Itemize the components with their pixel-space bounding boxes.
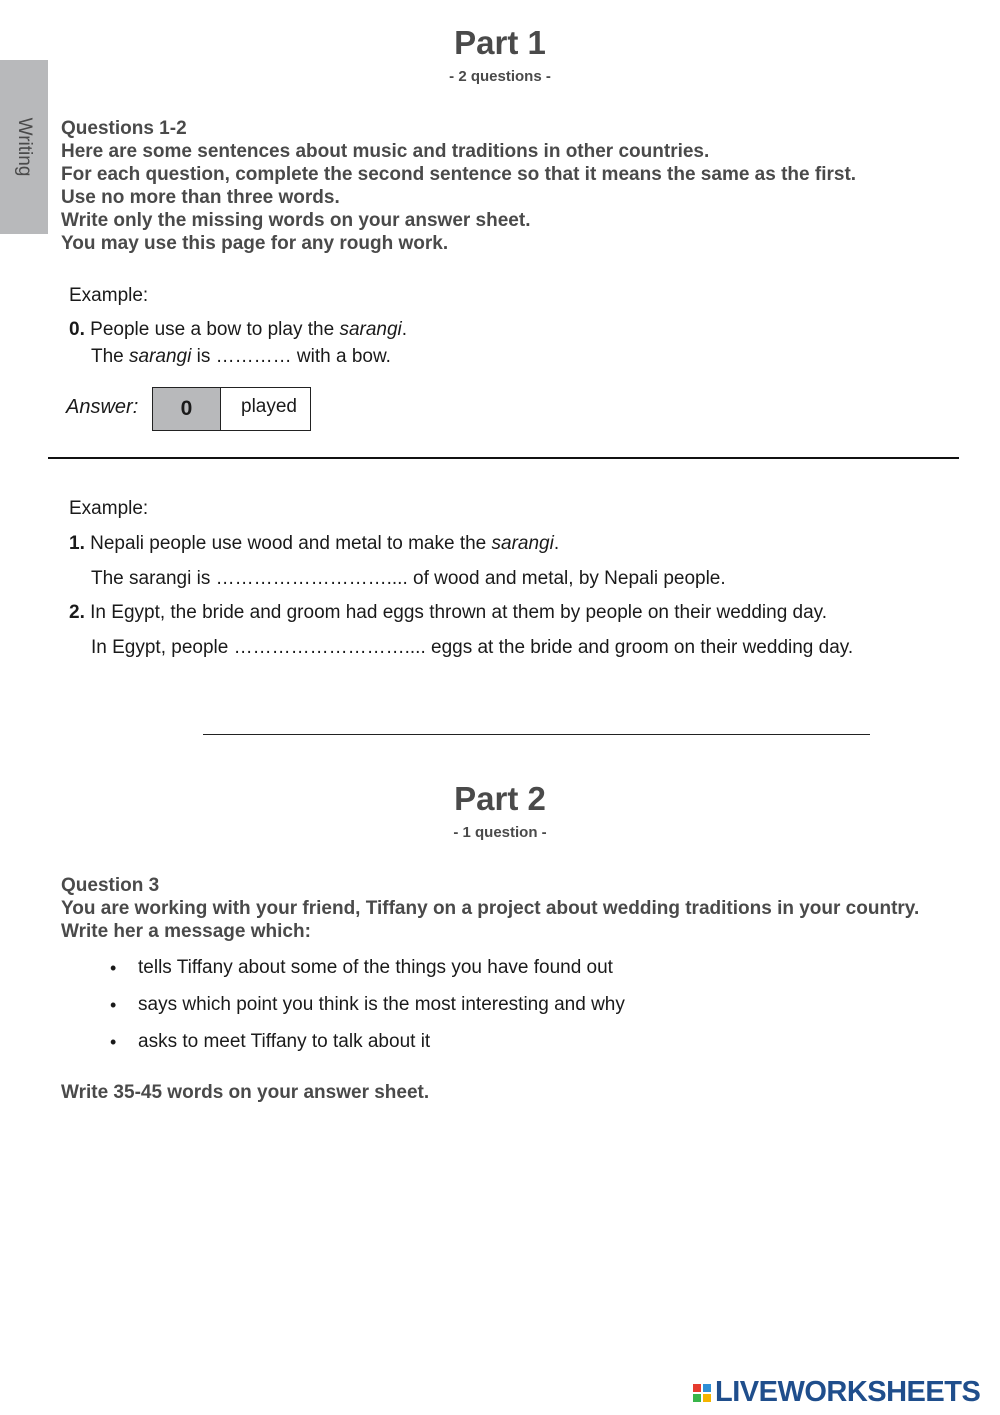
answer-word: played [241, 396, 297, 417]
question-1-sentence-b: The sarangi is ……………………….... of wood and metal, by Nepali people. [91, 568, 726, 589]
part1-instructions [61, 117, 961, 255]
part2-subtitle: - 1 question - [453, 824, 547, 841]
section-divider [48, 457, 959, 459]
logo-square [693, 1384, 701, 1392]
question-2-number: 2. [69, 602, 85, 623]
logo-icon [693, 1384, 711, 1402]
text-italic: sarangi [491, 533, 554, 554]
answer-box [152, 387, 311, 431]
task-bullet-list [110, 957, 625, 1068]
text: Nepali people use wood and metal to make the [90, 533, 492, 554]
liveworksheets-logo [693, 1376, 980, 1409]
question-2-sentence-a [69, 602, 827, 624]
example-label: Example: [69, 285, 149, 306]
logo-square [703, 1394, 711, 1402]
text: In Egypt, the bride and groom had eggs thrown at them by people on their wedding day. [90, 602, 828, 623]
instruction-line: Write only the missing words on your answer sheet. [61, 210, 531, 231]
instruction-line: Question 3 [61, 875, 160, 896]
answer-label: Answer: [66, 396, 139, 418]
text: The [91, 346, 130, 367]
text: People use a bow to play the [90, 319, 340, 340]
question-2-sentence-b: In Egypt, people ……………………….... eggs at the bride and groom on their wedding day. [91, 637, 854, 658]
part-divider [203, 734, 870, 735]
instruction-line: For each question, complete the second sentence so that it means the same as the first. [61, 164, 857, 185]
text: . [553, 533, 560, 554]
example-number: 0. [69, 319, 85, 340]
list-item: • tells Tiffany about some of the things you have found out [110, 957, 625, 994]
logo-square [703, 1384, 711, 1392]
instruction-line: Here are some sentences about music and traditions in other countries. [61, 141, 710, 162]
word-count-instruction: Write 35-45 words on your answer sheet. [61, 1082, 430, 1103]
example-sentence-a [69, 319, 407, 341]
question-1-number: 1. [69, 533, 85, 554]
part2-title: Part 2 [454, 780, 546, 817]
text: is ………… with a bow. [191, 346, 391, 367]
side-tab-label: Writing [14, 117, 35, 177]
example2-label: Example: [69, 498, 149, 519]
part2-instructions [61, 874, 921, 943]
text-italic: sarangi [129, 346, 192, 367]
instruction-line: You may use this page for any rough work. [61, 233, 449, 254]
logo-square [693, 1394, 701, 1402]
instruction-line: Questions 1-2 [61, 118, 187, 139]
part1-subtitle: - 2 questions - [449, 68, 551, 85]
instruction-line: You are working with your friend, Tiffany on a project about wedding traditions in your country. Write her a message which: [61, 898, 920, 942]
list-item: • says which point you think is the most interesting and why [110, 994, 625, 1031]
text-italic: sarangi [339, 319, 402, 340]
question-1-sentence-a [69, 533, 559, 555]
part1-title: Part 1 [454, 24, 546, 61]
text: . [401, 319, 408, 340]
writing-side-tab [0, 60, 48, 234]
answer-number: 0 [153, 388, 221, 430]
instruction-line: Use no more than three words. [61, 187, 340, 208]
example-sentence-b [91, 346, 391, 368]
logo-text: LIVEWORKSHEETS [715, 1376, 981, 1408]
list-item: • asks to meet Tiffany to talk about it [110, 1031, 625, 1068]
